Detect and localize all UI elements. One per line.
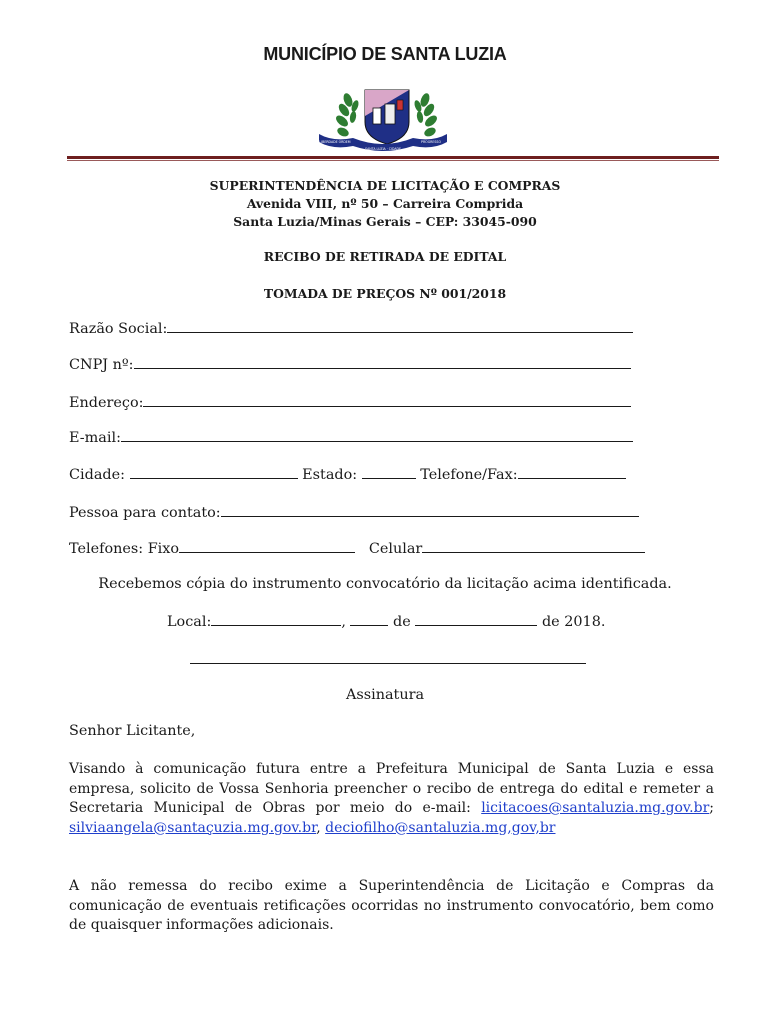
celular-label: Celular [368, 541, 423, 557]
contato-label: Pessoa para contato: [69, 505, 221, 521]
cnpj-field[interactable] [69, 356, 631, 373]
endereco-blank[interactable] [143, 394, 631, 407]
email-sep-2: , [316, 819, 321, 836]
crest-banner-right-text: PROGRESSO [421, 140, 441, 144]
day-blank[interactable] [350, 613, 388, 626]
salutation: Senhor Licitante, [69, 723, 196, 739]
email-link-licitacoes[interactable]: licitacoes@santaluzia.mg.gov.br [481, 800, 710, 816]
cidade-blank[interactable] [130, 466, 298, 479]
document-title: RECIBO DE RETIRADA DE EDITAL [263, 249, 507, 264]
document-subtitle: TOMADA DE PREÇOS Nº 001/2018 [263, 286, 507, 301]
header-rule-thick [67, 156, 719, 159]
email-blank[interactable] [121, 429, 633, 442]
month-blank[interactable] [415, 613, 537, 626]
laurel-right-icon [413, 92, 439, 138]
razao-social-blank[interactable] [167, 320, 633, 333]
letter-paragraph-1 [69, 760, 714, 838]
local-label: Local: [167, 614, 212, 630]
signature-label: Assinatura [345, 687, 425, 703]
local-blank[interactable] [211, 613, 341, 626]
celular-blank[interactable] [422, 540, 645, 553]
telefones-fixo-label: Telefones: Fixo [69, 541, 180, 557]
cnpj-blank[interactable] [134, 356, 631, 369]
telefone-fax-blank[interactable] [518, 466, 626, 479]
signature-line[interactable] [190, 663, 586, 664]
email-link-silviaangela[interactable]: silviaangela@santaçuzia.mg.gov.br [69, 819, 317, 836]
receipt-statement: Recebemos cópia do instrumento convocatório da licitação acima identificada. [98, 576, 672, 592]
laurel-left-icon [334, 92, 360, 138]
email-sep-1: ; [709, 800, 715, 816]
de-label: de [393, 614, 411, 630]
crest-banner-left-text: LIBERDADE ORDEM [319, 140, 351, 144]
telefones-fixo-blank[interactable] [179, 540, 355, 553]
letter-paragraph-2: A não remessa do recibo exime a Superintendência de Licitação e Compras da comunicação de eventuais retificações ocorridas no instrumento convocatório, bem como de quaisquer informações adicionais. [69, 878, 714, 933]
office-name: SUPERINTENDÊNCIA DE LICITAÇÃO E COMPRAS [209, 178, 561, 193]
local-date-row [167, 613, 605, 630]
contato-blank[interactable] [221, 504, 639, 517]
cidade-label: Cidade: [69, 467, 125, 483]
razao-social-field[interactable] [69, 320, 633, 337]
estado-blank[interactable] [362, 466, 416, 479]
cidade-estado-telefone-row [69, 466, 626, 483]
telefone-fax-label: Telefone/Fax: [420, 467, 518, 483]
email-label: E-mail: [69, 430, 121, 446]
email-field[interactable] [69, 429, 633, 446]
contato-field[interactable] [69, 504, 639, 521]
estado-label: Estado: [302, 467, 358, 483]
cnpj-label: CNPJ nº: [69, 357, 134, 373]
year-label: de 2018. [541, 614, 606, 630]
municipal-crest-logo [313, 86, 453, 156]
crest-banner-center-text: SANTA LUZIA · CIDADE [365, 147, 401, 151]
municipality-title: MUNICÍPIO DE SANTA LUZIA [263, 44, 507, 64]
office-address: Avenida VIII, nº 50 – Carreira Comprida [246, 196, 524, 211]
endereco-label: Endereço: [69, 395, 144, 411]
endereco-field[interactable] [69, 394, 631, 411]
email-link-deciofilho[interactable]: deciofilho@santaluzia.mg,gov,br [325, 819, 556, 836]
office-city: Santa Luzia/Minas Gerais – CEP: 33045-090 [233, 214, 537, 229]
telefones-row [69, 540, 645, 557]
local-comma: , [341, 614, 346, 630]
paragraph-1-text: Visando à comunicação futura entre a Prefeitura Municipal de Santa Luzia e essa empresa, solicito de Vossa Senhoria preencher o recibo de entrega do edital e remeter a Secretaria Municipal de Obras por meio do e-mail: [69, 761, 714, 816]
header-rule-thin [67, 160, 719, 161]
razao-social-label: Razão Social: [69, 321, 168, 337]
